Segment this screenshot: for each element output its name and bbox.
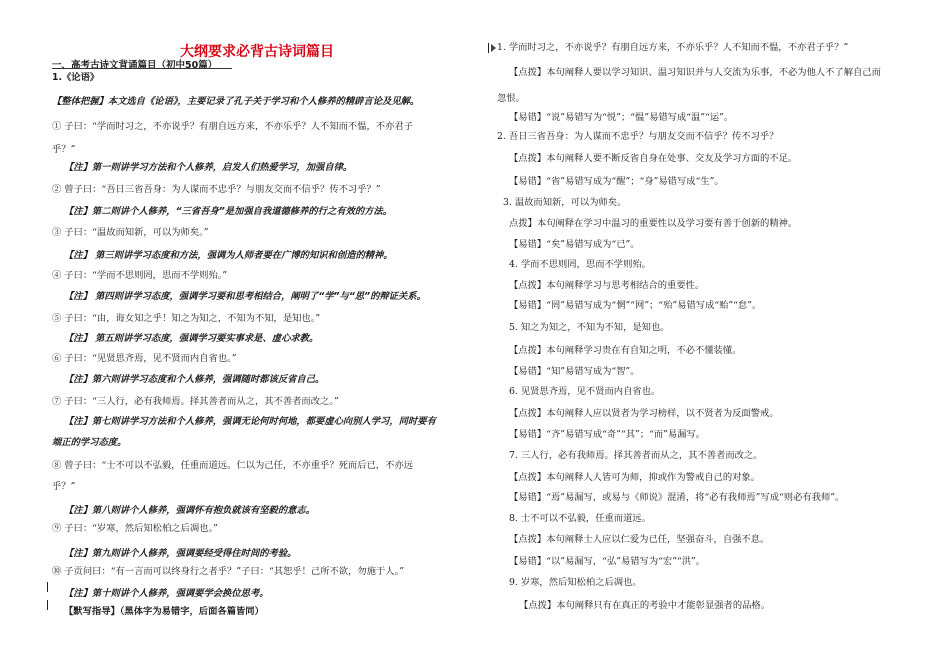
right-line: 【易错】“省”易错写成为“醒”；“身”易错写成“生”。 — [509, 176, 724, 187]
right-line: 7. 三人行，必有我师焉。择其善者而从之，其不善者而改之。 — [509, 450, 763, 461]
right-line: 2. 吾日三省吾身：为人谋而不忠乎？与朋友交而不信乎？传不习乎？ — [497, 131, 779, 142]
right-line: 【易错】“罔”易错写成为“惘”“网”；“殆”易错写成“贻”“怠”。 — [509, 300, 762, 311]
right-line: 【易错】“说”易错写为“悦”；“愠”易错写成“温”“运”。 — [509, 112, 734, 123]
left-line: 【注】第二则讲个人修养，“三省吾身”是加强自我道德修养的行之有效的方法。 — [64, 206, 393, 217]
right-line: 【易错】“以”易漏写，“弘”易错写为“宏”“洪”。 — [509, 556, 706, 567]
right-line: 【点拨】本句阐释人人皆可为师，抑或作为警戒自己的对象。 — [509, 472, 761, 483]
margin-bar-left-2 — [47, 600, 48, 610]
left-line: 【注】第七则讲学习方法和个人修养，强调无论何时何地，都要虚心向别人学习，同时要有 — [64, 416, 436, 427]
right-line: 1. 学而时习之，不亦说乎？有朋自远方来，不亦乐乎？人不知而不愠，不亦君子乎？” — [497, 42, 849, 53]
right-line: 【点拨】本句阐释人要不断反省自身在处事、交友及学习方面的不足。 — [509, 153, 798, 164]
left-line: ⑩ 子贡问曰：“有一言而可以终身行之者乎？”子曰：“其恕乎！己所不欲，勿施于人。” — [52, 566, 405, 577]
right-line: 9. 岁寒，然后知松柏之后凋也。 — [509, 577, 642, 588]
left-line: ⑧ 曾子曰：“士不可以不弘毅，任重而道远。仁以为己任，不亦重乎？死而后已，不亦远 — [52, 460, 413, 471]
left-line: 【注】 第三则讲学习态度和方法，强调为人师者要在广博的知识和创造的精神。 — [64, 250, 393, 261]
left-line: 【整体把握】本文选自《论语》，主要记录了孔子关于学习和个人修养的精辟言论及见解。 — [52, 96, 420, 107]
left-line: ④ 子曰：“学而不思则罔，思而不学则殆。” — [52, 270, 228, 281]
left-line: 【默写指导】（黑体字为易错字，后面各篇皆同） — [64, 606, 264, 617]
right-line: 8. 士不可以不弘毅，任重而道远。 — [509, 513, 651, 524]
right-line: 【点拨】本句阐释学习贵在有自知之明，不必不懂装懂。 — [509, 345, 742, 356]
left-line: 乎？” — [52, 144, 76, 155]
right-line: 【易错】“齐”易错写成“奇”“其”；“而”易漏写。 — [509, 429, 706, 440]
right-line: 忽恨。 — [497, 93, 525, 104]
margin-bar-right — [488, 43, 489, 53]
right-line: 3. 温故而知新，可以为师矣。 — [503, 197, 627, 208]
margin-bar-left — [47, 582, 48, 592]
left-line: 【注】 第四则讲学习态度，强调学习要和思考相结合，阐明了“学”与“思”的辩证关系。 — [64, 291, 426, 302]
left-line: 【注】第一则讲学习方法和个人修养，启发人们热爱学习，加强自律。 — [64, 162, 353, 173]
column-marker-icon — [491, 44, 496, 52]
right-line: 【点拨】本句阐释士人应以仁爱为已任，坚强奋斗，自强不息。 — [509, 534, 770, 545]
left-line: 【注】第六则讲学习态度和个人修养，强调随时都该反省自己。 — [64, 374, 325, 385]
left-line: 【注】第八则讲个人修养，强调怀有抱负就该有坚毅的意志。 — [64, 505, 316, 516]
right-line: 【易错】“知”易错写成为“智”。 — [509, 366, 640, 377]
right-line: 4. 学而不思则罔，思而不学则殆。 — [509, 259, 651, 270]
right-line: 点拨】本句阐释在学习中温习的重要性以及学习要有善于创新的精神。 — [509, 218, 798, 229]
section-heading: 一、高考古诗文背诵篇目（初中50篇） — [52, 60, 218, 71]
left-line: ⑦ 子曰：“三人行，必有我师焉。择其善者而从之，其不善者而改之。” — [52, 396, 339, 407]
left-line: ⑤ 子曰：“由，诲女知之乎！知之为知之，不知为不知，是知也。” — [52, 313, 321, 324]
right-line: 5. 知之为知之，不知为不知，是知也。 — [509, 322, 670, 333]
left-line: ② 曾子曰：“吾日三省吾身：为人谋而不忠乎？与朋友交而不信乎？传不习乎？” — [52, 184, 381, 195]
left-line: 1.《论语》 — [52, 72, 100, 83]
right-line: 【点拨】本句阐释人应以贤者为学习榜样，以不贤者为反面警戒。 — [509, 408, 779, 419]
right-line: 【点拨】本句阐释只有在真正的考验中才能彰显强者的品格。 — [519, 600, 771, 611]
left-line: 【注】 第五则讲学习态度，强调学习要实事求是、虚心求教。 — [64, 333, 319, 344]
left-line: ⑨ 子曰：“岁寒，然后知松柏之后凋也。” — [52, 523, 218, 534]
left-line: 乎？” — [52, 481, 76, 492]
left-line: ⑥ 子曰：“见贤思齐焉，见不贤而内自省也。” — [52, 353, 237, 364]
left-line: 端正的学习态度。 — [52, 437, 127, 448]
right-line: 【易错】“矣”易错写成为“已”。 — [509, 239, 640, 250]
right-line: 6. 见贤思齐焉，见不贤而内自省也。 — [509, 386, 661, 397]
left-line: 【注】第十则讲个人修养，强调要学会换位思考。 — [64, 588, 269, 599]
left-line: ③ 子曰：“温故而知新，可以为师矣。” — [52, 227, 209, 238]
right-line: 【点拨】本句阐释人要以学习知识、温习知识并与人交流为乐事，不必为他人不了解自己而 — [509, 67, 881, 78]
left-line: ① 子曰：“学而时习之，不亦说乎？有朋自远方来，不亦乐乎？人不知而不愠，不亦君子 — [52, 121, 413, 132]
section-underline — [52, 68, 232, 69]
right-line: 【点拨】本句阐释学习与思考相结合的重要性。 — [509, 280, 705, 291]
left-line: 【注】第九则讲个人修养，强调要经受得住时间的考验。 — [64, 548, 297, 559]
page-title: 大纲要求必背古诗词篇目 — [180, 44, 334, 60]
right-line: 【易错】“焉”易漏写，或易与《师说》混淆，将“必有我师焉”写成“则必有我师”。 — [509, 492, 845, 503]
